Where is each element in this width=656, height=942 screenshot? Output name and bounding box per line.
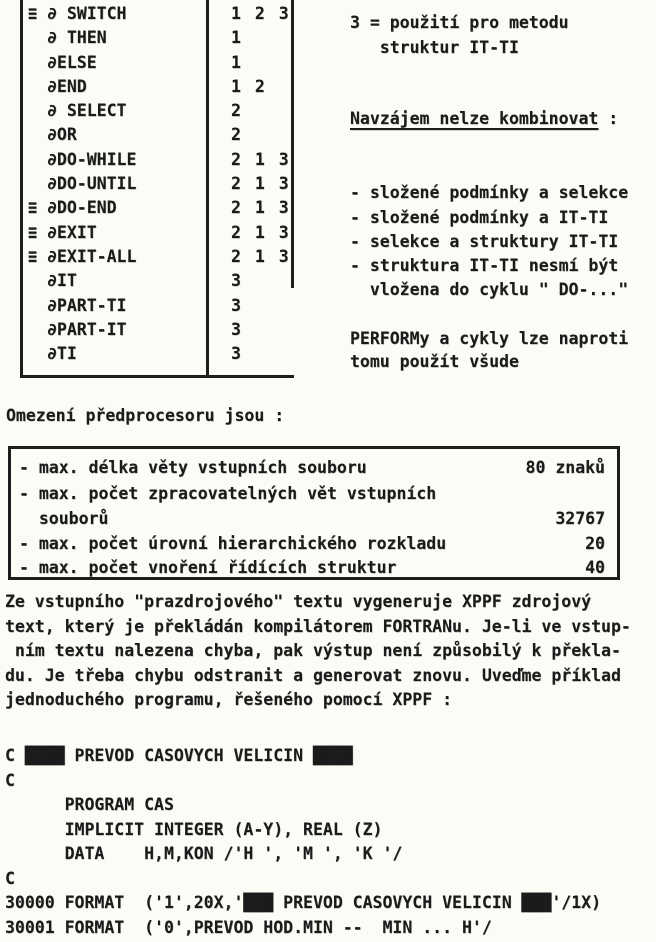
method-numbers: 1 2 3: [231, 4, 291, 23]
table-row: [23, 198, 294, 222]
method-numbers: 1 2: [231, 77, 267, 96]
notes-footer-line: PERFORMy a cykly lze naproti: [350, 329, 628, 348]
code-line: 30001 FORMAT ('0',PREVOD HOD.MIN -- MIN ... H'/: [5, 918, 601, 942]
combination-marker: ≡: [28, 196, 46, 219]
method-numbers: 1: [231, 53, 243, 72]
keyword-label: ∂IT: [47, 271, 77, 290]
note-bullet: vložena do cyklu " DO-...": [350, 280, 628, 299]
keyword-label: ∂EXIT: [47, 223, 97, 242]
table-row: [23, 247, 294, 271]
legend-line: 3 = použití pro metodu: [350, 13, 569, 32]
table-rows: [23, 4, 294, 368]
table-row: [23, 125, 294, 149]
limit-row: [19, 484, 605, 503]
note-bullet: - struktura IT-TI nesmí být: [350, 256, 618, 275]
method-numbers: 2 1 3: [231, 223, 291, 242]
limit-value: 20: [585, 534, 605, 553]
table-row: [23, 53, 294, 77]
paragraph-line: du. Je třeba chybu odstranit a generovat znovu. Uveďme příklad: [5, 666, 631, 691]
table-row: [23, 150, 294, 174]
keyword-label: ∂PART-TI: [47, 296, 126, 315]
body-paragraph: [5, 592, 631, 715]
method-numbers: 2 1 3: [231, 247, 291, 266]
code-line: 30000 FORMAT ('1',20X,'███ PREVOD CASOVYCH VELICIN ███'/1X): [5, 893, 601, 918]
table-row: [23, 320, 294, 344]
method-numbers: 2: [231, 125, 243, 144]
limit-value: 80 znaků: [526, 458, 605, 477]
keyword-label: ∂TI: [47, 344, 77, 363]
table-row: [23, 28, 294, 52]
method-numbers: 2 1 3: [231, 198, 291, 217]
keyword-label: ∂PART-IT: [47, 320, 126, 339]
table-row: [23, 101, 294, 125]
notes-heading: [350, 109, 618, 128]
method-numbers: 2 1 3: [231, 174, 291, 193]
keyword-label: ∂DO-END: [47, 198, 117, 217]
method-numbers: 3: [231, 320, 243, 339]
table-row: [23, 4, 294, 28]
limit-row: [19, 509, 605, 528]
method-numbers: 2: [231, 101, 243, 120]
keyword-label: ∂END: [47, 77, 87, 96]
code-line: PROGRAM CAS: [5, 795, 601, 820]
limits-intro: Omezení předprocesoru jsou :: [6, 406, 284, 425]
code-line: C: [5, 771, 601, 796]
note-bullet: - složené podmínky a IT-TI: [350, 208, 608, 227]
note-bullet: - složené podmínky a selekce: [350, 183, 628, 202]
keyword-label: ∂ THEN: [47, 28, 107, 47]
paragraph-line: ním textu nalezena chyba, pak výstup není způsobilý k překla-: [5, 641, 631, 666]
paragraph-line: Ze vstupního "prazdrojového" textu vygeneruje XPPF zdrojový: [5, 592, 631, 617]
limit-label: souborů: [19, 509, 108, 528]
combination-marker: ≡: [28, 245, 46, 268]
limit-label: - max. délka věty vstupních souboru: [19, 458, 367, 477]
combination-marker: ≡: [28, 220, 46, 243]
keyword-label: ∂EXIT-ALL: [47, 247, 136, 266]
keyword-label: ∂DO-UNTIL: [47, 174, 136, 193]
limit-row: [19, 458, 605, 477]
keyword-label: ∂ SELECT: [47, 101, 126, 120]
paragraph-line: text, který je překládán kompilátorem FORTRANu. Je-li ve vstup-: [5, 617, 631, 642]
limit-row: [19, 558, 605, 577]
limit-value: 32767: [555, 509, 605, 528]
heading-colon: :: [598, 109, 618, 128]
code-line: C: [5, 869, 601, 894]
keyword-label: ∂ELSE: [47, 53, 97, 72]
keyword-label: ∂OR: [47, 125, 77, 144]
table-row: [23, 344, 294, 368]
fortran-code-listing: [5, 746, 601, 942]
method-numbers: 3: [231, 271, 243, 290]
method-numbers: 1: [231, 28, 243, 47]
limit-value: 40: [585, 558, 605, 577]
table-row: [23, 223, 294, 247]
notes-footer-line: tomu použít všude: [350, 352, 519, 371]
note-bullet: - selekce a struktury IT-TI: [350, 232, 618, 251]
table-row: [23, 296, 294, 320]
method-numbers: 2 1 3: [231, 150, 291, 169]
limit-label: - max. počet úrovní hierarchického rozkladu: [19, 534, 446, 553]
code-line: C ████ PREVOD CASOVYCH VELICIN ████: [5, 746, 601, 771]
table-row: [23, 77, 294, 101]
code-line: DATA H,M,KON /'H ', 'M ', 'K '/: [5, 844, 601, 869]
combination-marker: ≡: [28, 2, 46, 25]
legend-line: struktur IT-TI: [350, 38, 519, 57]
method-numbers: 3: [231, 344, 243, 363]
table-row: [23, 174, 294, 198]
table-row: [23, 271, 294, 295]
limit-row: [19, 534, 605, 553]
keyword-label: ∂DO-WHILE: [47, 150, 136, 169]
limit-label: - max. počet zpracovatelných vět vstupních: [19, 484, 436, 503]
keyword-method-table: [20, 0, 294, 378]
limit-label: - max. počet vnoření řídících struktur: [19, 558, 397, 577]
paragraph-line: jednoduchého programu, řešeného pomocí XPPF :: [5, 690, 631, 715]
limits-box: [8, 446, 620, 580]
code-line: IMPLICIT INTEGER (A-Y), REAL (Z): [5, 820, 601, 845]
keyword-label: ∂ SWITCH: [47, 4, 126, 23]
method-numbers: 3: [231, 296, 243, 315]
heading-text: Navzájem nelze kombinovat: [350, 109, 598, 128]
